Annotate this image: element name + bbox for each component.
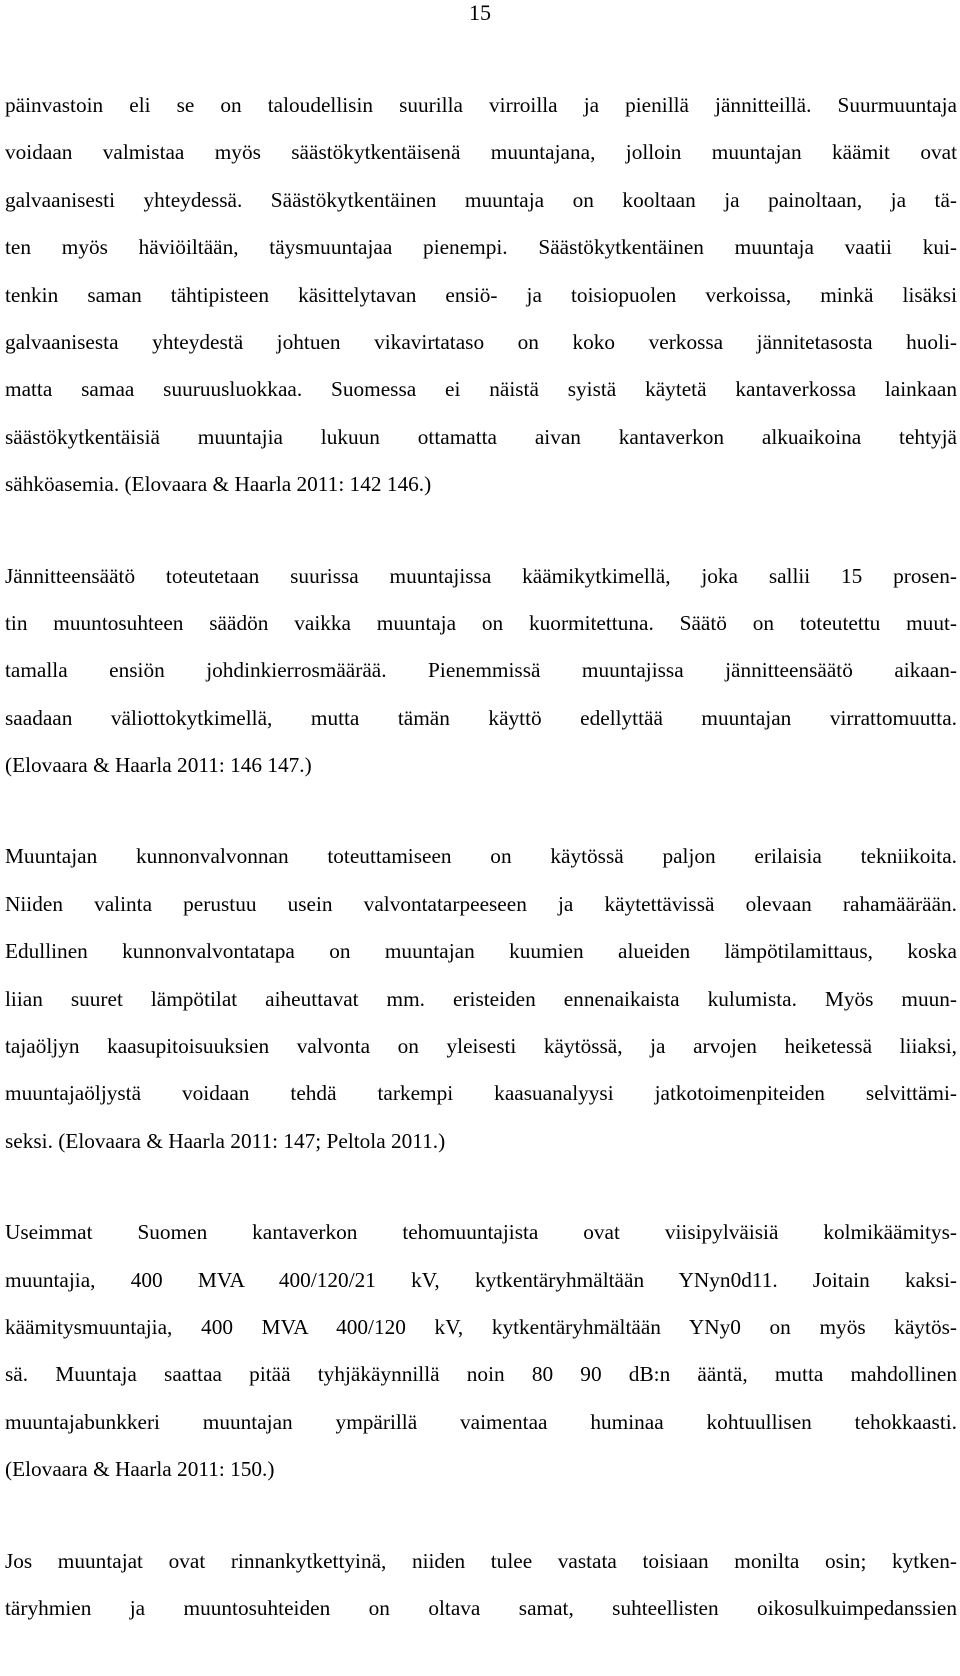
text-line: Edullinen kunnonvalvontatapa on muuntajan kuumien alueiden lämpötilamittaus, koska [5,939,957,964]
text-line: liian suuret lämpötilat aiheuttavat mm. eristeiden ennenaikaista kulumista. Myös muun- [5,986,957,1011]
text-line: käämitysmuuntajia, 400 MVA 400/120 kV, kytkentäryhmältään YNy0 on myös käytös- [5,1314,957,1339]
text-line: Jos muuntajat ovat rinnankytkettyinä, niiden tulee vastata toisiaan monilta osin; kytken- [5,1548,957,1573]
text-line: saadaan väliottokytkimellä, mutta tämän käyttö edellyttää muuntajan virrattomuutta. [5,705,957,730]
text-line: muuntajabunkkeri muuntajan ympärillä vaimentaa huminaa kohtuullisen tehokkaasti. [5,1409,957,1434]
body-text [5,82,957,1676]
text-line: muuntajaöljystä voidaan tehdä tarkempi kaasuanalyysi jatkotoimenpiteiden selvittämi- [5,1081,957,1106]
page-number: 15 [469,0,491,25]
text-line: Muuntajan kunnonvalvonnan toteuttamiseen on käytössä paljon erilaisia tekniikoita. [5,844,957,869]
text-line: seksi. (Elovaara & Haarla 2011: 147; Peltola 2011.) [5,1128,446,1153]
text-line: sähköasemia. (Elovaara & Haarla 2011: 142 146.) [5,472,432,497]
text-line: säästökytkentäisiä muuntajia lukuun ottamatta aivan kantaverkon alkuaikoina tehtyjä [5,424,957,449]
text-line: päinvastoin eli se on taloudellisin suurilla virroilla ja pienillä jännitteillä. Suurmuuntaja [5,93,957,117]
paragraph-voltage-transformers [5,82,957,509]
text-line: ten myös häviöiltään, täysmuuntajaa pienempi. Säästökytkentäinen muuntaja vaatii kui- [5,235,957,260]
text-line: Niiden valinta perustuu usein valvontatarpeeseen ja käytettävissä olevaan rahamäärään. [5,891,957,916]
text-line: (Elovaara & Haarla 2011: 150.) [5,1457,275,1482]
text-line: voidaan valmistaa myös säästökytkentäisenä muuntajana, jolloin muuntajan käämit ovat [5,140,957,165]
text-line: tamalla ensiön johdinkierrosmäärää. Pienemmissä muuntajissa jännitteensäätö aikaan- [5,658,957,683]
text-line: Jännitteensäätö toteutetaan suurissa muuntajissa käämikytkimellä, joka sallii 15 prosen- [5,563,957,588]
text-line: tin muuntosuhteen säädön vaikka muuntaja on kuormitettuna. Säätö on toteutettu muut- [5,610,957,635]
paragraph-grid-transformers [5,1209,957,1493]
paragraph-condition-monitoring [5,833,957,1165]
text-line: tenkin saman tähtipisteen käsittelytavan ensiö- ja toisiopuolen verkoissa, minkä lisäksi [5,282,957,307]
text-line: täryhmien ja muuntosuhteiden on oltava samat, suhteellisten oikosulkuimpedanssien [5,1595,957,1620]
text-line: muuntajia, 400 MVA 400/120/21 kV, kytkentäryhmältään YNyn0d11. Joitain kaksi- [5,1267,957,1292]
paragraph-voltage-regulation [5,553,957,790]
text-line: galvaanisesta yhteydestä johtuen vikavirtataso on koko verkossa jännitetasosta huoli- [5,329,957,354]
text-line: matta samaa suuruusluokkaa. Suomessa ei näistä syistä käytetä kantaverkossa lainkaan [5,377,957,402]
text-line: (Elovaara & Haarla 2011: 146 147.) [5,753,312,778]
text-line: sä. Muuntaja saattaa pitää tyhjäkäynnillä noin 80 90 dB:n ääntä, mutta mahdollinen [5,1362,957,1387]
text-line: galvaanisesti yhteydessä. Säästökytkentäinen muuntaja on kooltaan ja painoltaan, ja tä- [5,187,957,212]
text-line: Useimmat Suomen kantaverkon tehomuuntajista ovat viisipylväisiä kolmikäämitys- [5,1220,957,1245]
text-line: tajaöljyn kaasupitoisuuksien valvonta on yleisesti käytössä, ja arvojen heiketessä liiaksi, [5,1034,957,1059]
